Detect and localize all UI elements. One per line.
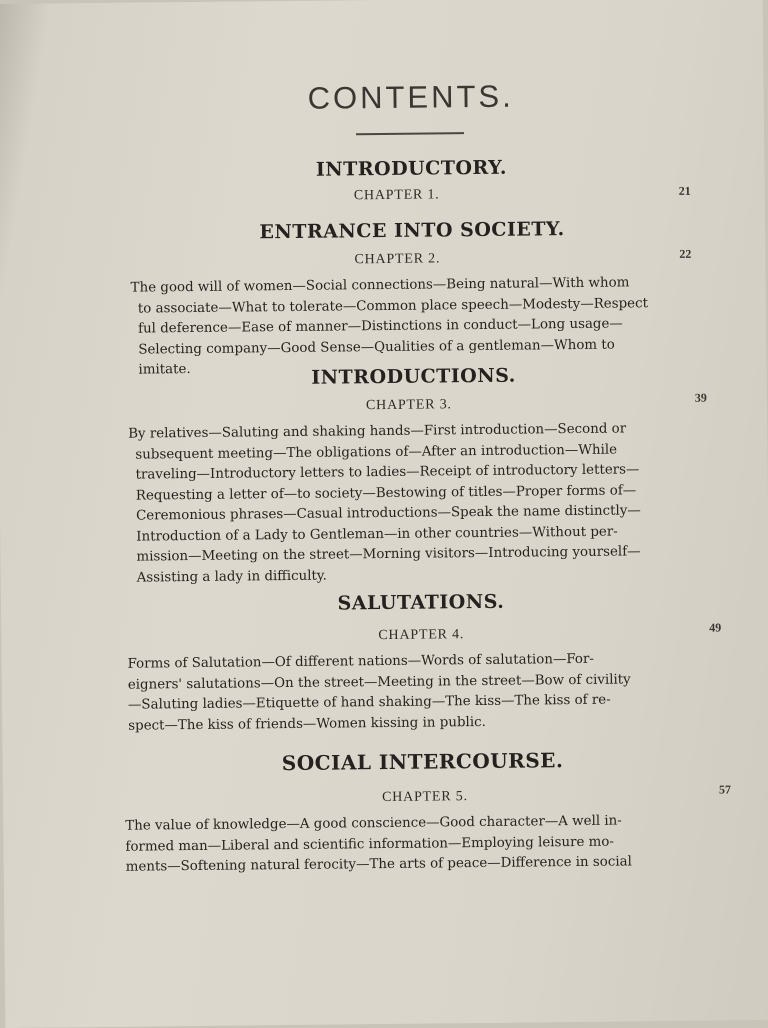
- summary-line: Introduction of a Lady to Gentleman—in other countries—Without per-: [136, 524, 618, 545]
- chapter-label-5: CHAPTER 5.: [382, 789, 468, 806]
- summary-line: Selecting company—Good Sense—Qualities of a gentleman—Whom to: [138, 337, 615, 358]
- summary-line: to associate—What to tolerate—Common place speech—Modesty—Respect: [137, 295, 649, 317]
- section-heading-entrance-into-society: ENTRANCE INTO SOCIETY.: [259, 218, 565, 244]
- page-number-5: 57: [718, 782, 731, 797]
- section-heading-introductions: INTRODUCTIONS.: [311, 364, 516, 389]
- page-number-3: 39: [694, 390, 707, 405]
- section-heading-social-intercourse: SOCIAL INTERCOURSE.: [281, 748, 564, 776]
- chapter-label-2: CHAPTER 2.: [354, 251, 441, 268]
- chapter-label-1: CHAPTER 1.: [353, 187, 440, 204]
- section-heading-salutations: SALUTATIONS.: [337, 590, 505, 615]
- summary-line: The value of knowledge—A good conscience—Good character—A well in-: [125, 813, 622, 834]
- summary-line: formed man—Liberal and scientific information—Employing leisure mo-: [125, 834, 614, 855]
- summary-line: traveling—Introductory letters to ladies—Receipt of introductory letters—: [135, 462, 640, 483]
- summary-line: Assisting a lady in difficulty.: [136, 568, 327, 586]
- page-number-4: 49: [709, 620, 722, 635]
- chapter-label-3: CHAPTER 3.: [365, 397, 452, 414]
- page-number-1: 21: [678, 183, 691, 198]
- page-number-2: 22: [679, 246, 692, 261]
- summary-line: —Saluting ladies—Etiquette of hand shaking—The kiss—The kiss of re-: [127, 692, 611, 713]
- summary-line: ful deference—Ease of manner—Distinctions in conduct—Long usage—: [137, 316, 623, 337]
- chapter-4-summary: [127, 648, 726, 736]
- summary-line: Ceremonious phrases—Casual introductions—Speak the name distinctly—: [135, 503, 641, 524]
- summary-line: ments—Softening natural ferocity—The arts of peace—Difference in social: [125, 854, 632, 875]
- section-heading-introductory: INTRODUCTORY.: [315, 156, 508, 181]
- chapter-label-4: CHAPTER 4.: [378, 627, 465, 644]
- summary-line: subsequent meeting—The obligations of—After an introduction—While: [135, 442, 618, 463]
- summary-line: spect—The kiss of friends—Women kissing in public.: [128, 714, 486, 734]
- chapter-5-summary: [125, 810, 734, 878]
- chapter-3-summary: [128, 419, 717, 589]
- summary-line: Forms of Salutation—Of different nations—Words of salutation—For-: [127, 651, 594, 672]
- title-rule: [356, 132, 464, 135]
- page-title: CONTENTS.: [307, 78, 514, 116]
- summary-line: imitate.: [138, 362, 191, 378]
- summary-line: mission—Meeting on the street—Morning visitors—Introducing yourself—: [136, 544, 641, 565]
- summary-line: By relatives—Saluting and shaking hands—First introduction—Second or: [128, 421, 627, 442]
- summary-line: The good will of women—Social connections—Being natural—With whom: [130, 275, 630, 296]
- summary-line: Requesting a letter of—to society—Bestowing of titles—Proper forms of—: [135, 482, 637, 504]
- summary-line: eigners' salutations—On the street—Meeting in the street—Bow of civility: [127, 671, 631, 693]
